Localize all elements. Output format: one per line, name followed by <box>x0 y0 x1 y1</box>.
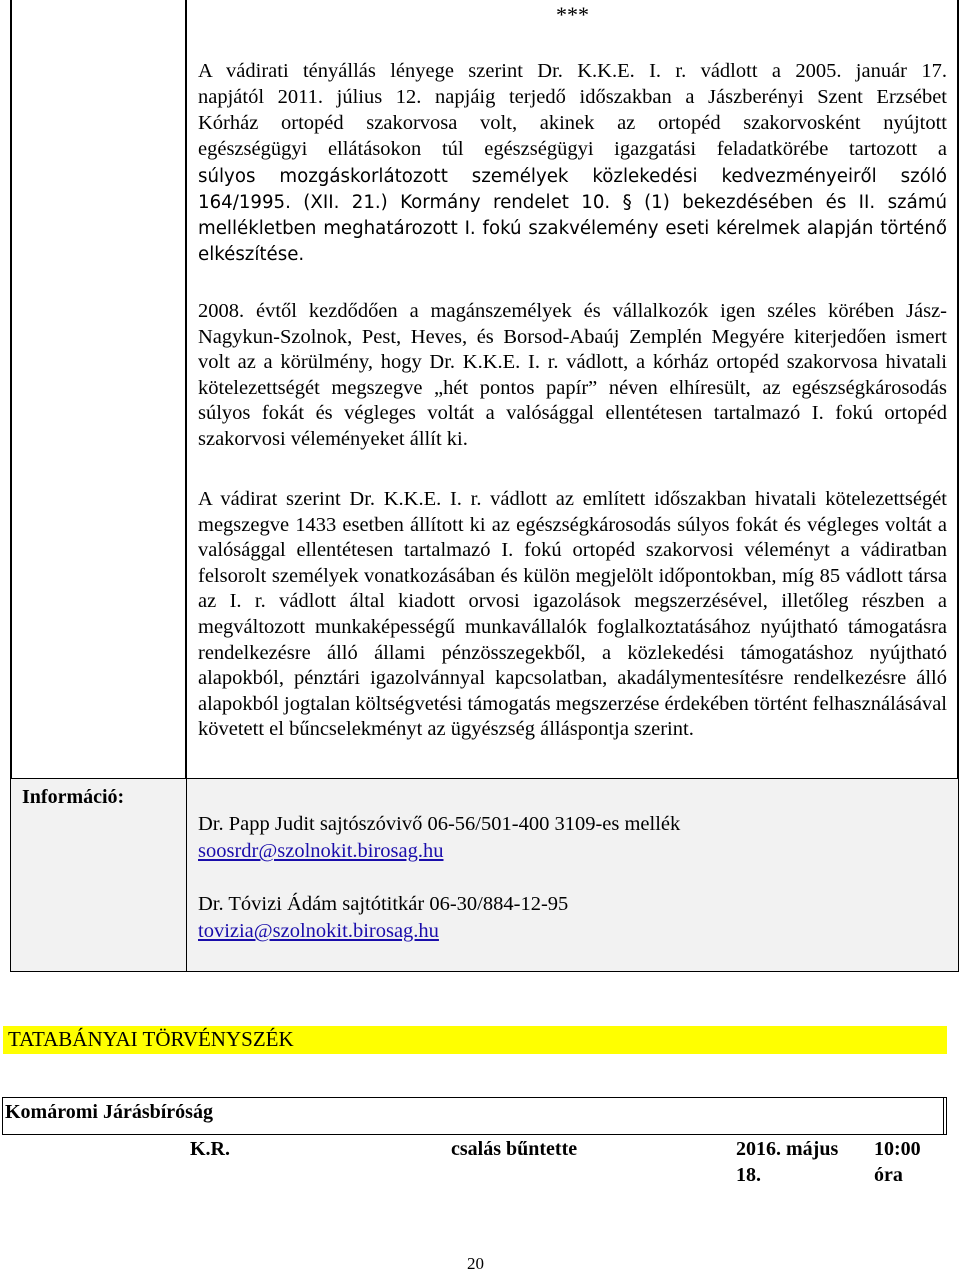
lower-table-top-border <box>2 1097 946 1098</box>
case-time-line2: óra <box>874 1164 903 1186</box>
press-contact-1: Dr. Papp Judit sajtószóvivő 06-56/501-400 3109-es mellék <box>198 813 681 835</box>
paragraph-line: napjától 2011. július 12. napjáig terjedő időszakban a Jászberényi Szent Erzsébet <box>198 86 947 108</box>
press-email-1-link[interactable]: soosrdr@szolnokit.birosag.hu <box>198 840 444 862</box>
case-time-line1: 10:00 <box>874 1138 921 1160</box>
info-label: Információ: <box>22 786 125 808</box>
press-contact-2: Dr. Tóvizi Ádám sajtótitkár 06-30/884-12-95 <box>198 893 569 915</box>
lower-table-header-divider <box>2 1134 946 1135</box>
lower-table-left-border <box>2 1097 3 1135</box>
case-defendant: K.R. <box>190 1138 230 1160</box>
court-title: TATABÁNYAI TÖRVÉNYSZÉK <box>8 1027 294 1051</box>
paragraph-line: Kórház ortopéd szakorvosa volt, akinek az ortopéd szakorvosként nyújtott <box>198 112 947 134</box>
paragraph-line: mellékletben meghatározott I. fokú szakvélemény eseti kérelmek alapján történő <box>198 218 947 239</box>
lower-table-right-border-outer <box>946 1097 947 1135</box>
case-date-line2: 18. <box>736 1164 761 1186</box>
paragraph-line: elkészítése. <box>198 244 305 265</box>
press-email-2-link[interactable]: tovizia@szolnokit.birosag.hu <box>198 920 439 942</box>
paragraph-background: 2008. évtől kezdődően a magánszemélyek és vállalkozók igen széles körében Jász-Nagykun-Szolnok, Pest, Heves, és Borsod-Abaúj Zemplén Megyére kiterjedően ismert volt az a körülmény, hogy Dr. K.K.E. I. r. vádlott, a kórház ortopéd szakorvosa hivatali kötelezettségét megszegve „hét pontos papír” néven elhíresült, az egészségkárosodás súlyos fokát és végleges voltát a valósággal ellentétesen tartalmazó I. fokú ortopéd szakorvosi véleményeket állít ki. <box>198 300 947 450</box>
subcourt-title: Komáromi Járásbíróság <box>5 1101 213 1123</box>
paragraph-indictment-detail: A vádirat szerint Dr. K.K.E. I. r. vádlott az említett időszakban hivatali kötelezettségét megszegve 1433 esetben állított ki az egészségkárosodás súlyos fokát és végleges voltát a valósággal ellentétesen tartalmazó I. fokú ortopéd szakorvosi véleményt a vádiratban felsorolt személyek vonatkozásában és külön megjelölt időpontokban, míg 85 vádlott társa az I. r. vádlott által kiadott orvosi igazolások megszerzésével, illetőleg részben a megváltozott munkaképességű munkavállalók foglalkoztatásához nyújtható támogatásra rendelkezésre álló állami pénzösszegekből, a közlekedési támogatáshoz nyújtható alapokból, pénztári igazolvánnyal kapcsolatban, akadálymentesítésre rendelkezésre álló alapokból jogtalan költségvetési támogatás megszerzése érdekében történt felhasználásával követett el bűncselekményt az ügyészség álláspontja szerint. <box>198 488 947 741</box>
case-charge: csalás bűntette <box>451 1138 578 1160</box>
paragraph-line: súlyos mozgáskorlátozott személyek közlekedési kedvezményeiről szóló <box>198 166 947 187</box>
page-number: 20 <box>467 1254 484 1273</box>
case-date-line1: 2016. május <box>736 1138 839 1160</box>
paragraph-line: 164/1995. (XII. 21.) Kormány rendelet 10. § (1) bekezdésében és II. számú <box>198 192 947 213</box>
paragraph-line: egészségügyi ellátásokon túl egészségügyi igazgatási feladatkörébe tartozott a <box>198 138 947 160</box>
section-separator: *** <box>556 2 589 27</box>
lower-table-right-border <box>943 1097 944 1135</box>
paragraph-line: A vádirati tényállás lényege szerint Dr. K.K.E. I. r. vádlott a 2005. január 17. <box>198 60 947 82</box>
